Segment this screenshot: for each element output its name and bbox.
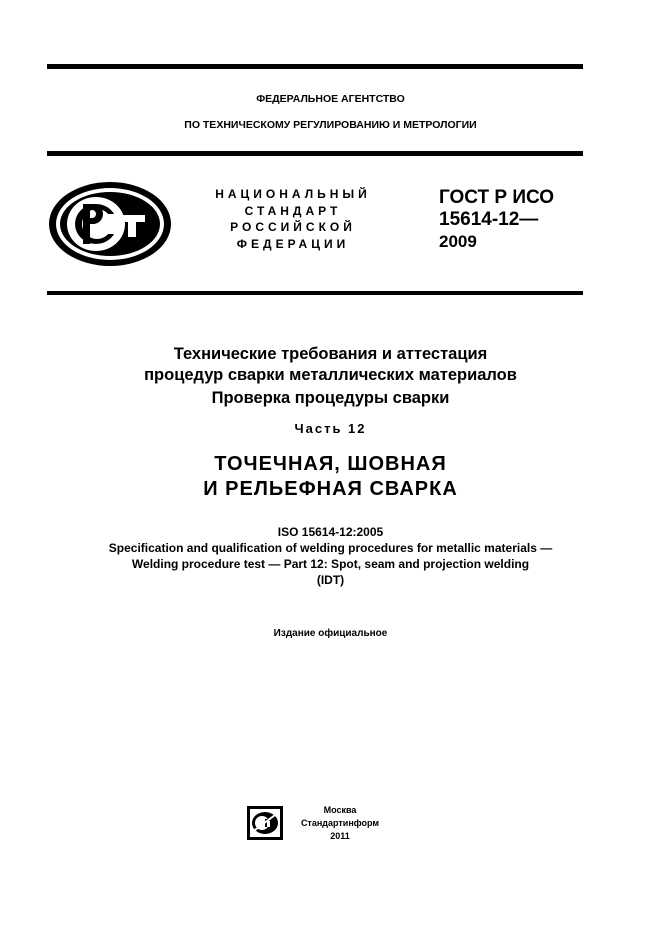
publisher-year: 2011 bbox=[330, 831, 350, 841]
iso-title-line-2: Welding procedure test — Part 12: Spot, seam and projection welding bbox=[131, 557, 530, 571]
national-standard-line-1: НАЦИОНАЛЬНЫЙ bbox=[215, 187, 371, 201]
header-rule bbox=[47, 151, 583, 156]
iso-reference bbox=[0, 524, 661, 588]
iso-number: ISO 15614-12:2005 bbox=[277, 525, 384, 539]
iso-title-line-3: (IDT) bbox=[316, 573, 345, 587]
publisher-city: Москва bbox=[323, 805, 357, 815]
designation-line-2: 15614-12— bbox=[439, 209, 539, 230]
title-line-1: Технические требования и аттестация bbox=[173, 345, 488, 363]
national-standard-line-4: ФЕДЕРАЦИИ bbox=[236, 236, 350, 251]
pct-certification-mark-icon bbox=[47, 180, 173, 268]
title-line-3: Проверка процедуры сварки bbox=[211, 389, 450, 407]
designation-line-3: 2009 bbox=[439, 232, 477, 251]
publisher-block bbox=[290, 804, 390, 843]
title-rule bbox=[47, 291, 583, 295]
national-standard-line-2: СТАНДАРТ bbox=[244, 203, 342, 218]
document-subtitle bbox=[0, 452, 661, 502]
subtitle-line-1: ТОЧЕЧНАЯ, ШОВНАЯ bbox=[214, 453, 447, 475]
part-label: Часть 12 bbox=[294, 421, 367, 436]
national-standard-block bbox=[200, 186, 386, 252]
publisher-name: Стандартинформ bbox=[300, 818, 380, 828]
standartinform-logo-icon bbox=[247, 806, 283, 840]
document-title bbox=[0, 344, 661, 386]
iso-title-line-1: Specification and qualification of welding procedures for metallic materials — bbox=[108, 541, 553, 555]
agency-line-2: ПО ТЕХНИЧЕСКОМУ РЕГУЛИРОВАНИЮ И МЕТРОЛОГИИ bbox=[184, 119, 477, 131]
national-standard-line-3: РОССИЙСКОЙ bbox=[230, 220, 356, 234]
designation-line-1: ГОСТ Р ИСО bbox=[439, 187, 555, 208]
subtitle-line-2: И РЕЛЬЕФНАЯ СВАРКА bbox=[203, 478, 458, 500]
top-rule bbox=[47, 64, 583, 69]
title-line-2: процедур сварки металлических материалов bbox=[144, 366, 517, 384]
edition-label: Издание официальное bbox=[273, 628, 388, 639]
standard-designation bbox=[439, 187, 554, 253]
agency-line-1: ФЕДЕРАЛЬНОЕ АГЕНТСТВО bbox=[256, 93, 405, 105]
